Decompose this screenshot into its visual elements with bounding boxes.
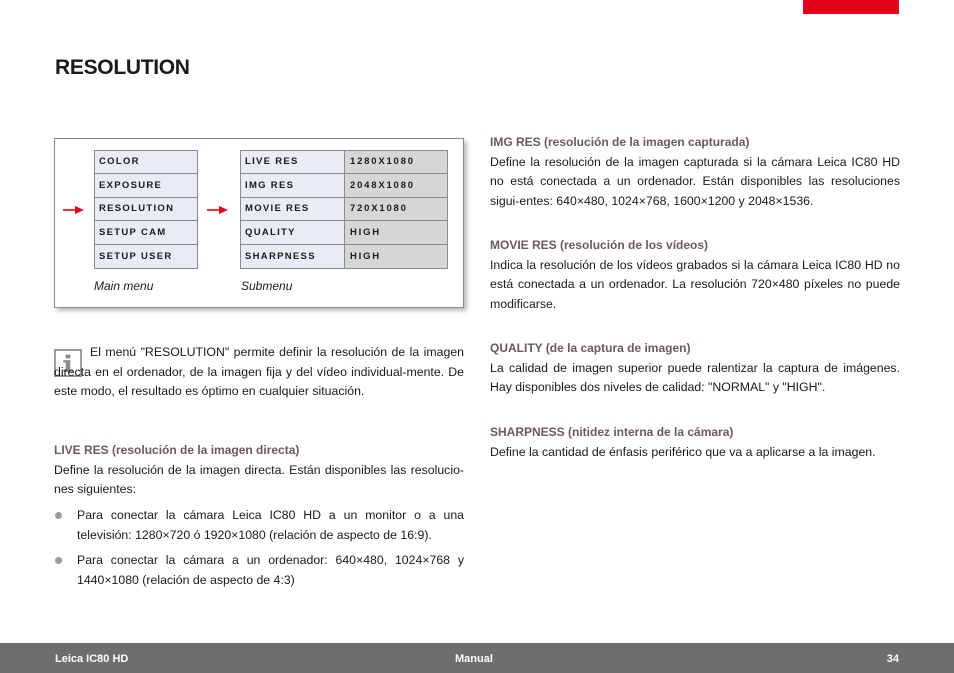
quality-body: La calidad de imagen superior puede ralentizar la captura de imágenes. Hay disponibles dos niveles de calidad: "NORMAL" y "HIGH". [490, 360, 900, 394]
main-menu-item: RESOLUTION [94, 198, 198, 222]
submenu-row [240, 174, 448, 198]
list-item [54, 506, 464, 545]
submenu-caption: Submenu [241, 279, 293, 293]
main-menu-item: SETUP USER [94, 245, 198, 269]
img-res-section [490, 133, 900, 211]
live-res-heading: LIVE RES (resolución de la imagen directa) [54, 443, 300, 457]
arrow-right-icon [63, 205, 85, 215]
img-res-heading: IMG RES (resolución de la imagen capturada) [490, 135, 750, 149]
submenu-item-value: 720X1080 [345, 198, 447, 221]
submenu-row [240, 221, 448, 245]
sharpness-section [490, 423, 900, 462]
main-menu-item: SETUP CAM [94, 221, 198, 245]
submenu-item-name: IMG RES [241, 174, 345, 197]
list-item-text: Para conectar la cámara Leica IC80 HD a un monitor o a una televisión: 1280×720 ó 1920×1080 (relación de aspecto de 16:9). [77, 508, 464, 542]
footer-page-number: 34 [886, 653, 899, 665]
list-item [54, 551, 464, 590]
sharpness-heading: SHARPNESS (nitidez interna de la cámara) [490, 425, 734, 439]
footer-doc-title: Manual [455, 653, 493, 665]
submenu-item-value: 2048X1080 [345, 174, 447, 197]
main-menu [94, 150, 198, 269]
quality-section [490, 339, 900, 398]
page-title: RESOLUTION [55, 56, 190, 79]
movie-res-section [490, 236, 900, 314]
arrow-right-icon [207, 205, 229, 215]
submenu-item-name: MOVIE RES [241, 198, 345, 221]
live-res-body: Define la resolución de la imagen directa. Están disponibles las resolucio-nes siguientes: [54, 462, 464, 496]
sharpness-body: Define la cantidad de énfasis periférico que va a aplicarse a la imagen. [490, 444, 876, 459]
main-menu-item: COLOR [94, 150, 198, 174]
info-note-text: El menú "RESOLUTION" permite definir la resolución de la imagen directa en el ordenador, de la imagen fija y del vídeo individual-mente. De este modo, el resultado es óptimo en cualquier situación. [54, 345, 464, 398]
submenu-item-value: HIGH [345, 245, 447, 268]
red-header-tab [803, 0, 899, 14]
submenu-item-name: SHARPNESS [241, 245, 345, 268]
movie-res-heading: MOVIE RES (resolución de los vídeos) [490, 238, 709, 252]
menu-diagram [54, 138, 464, 308]
submenu-item-name: QUALITY [241, 221, 345, 244]
img-res-body: Define la resolución de la imagen capturada si la cámara Leica IC80 HD no está conectada a un ordenador. Están disponibles las resoluciones sigui-entes: 640×480, 1024×768, 1600×1200 y 2048×1536. [490, 154, 900, 208]
page-footer [0, 643, 954, 673]
submenu-item-name: LIVE RES [241, 151, 345, 173]
info-note [54, 343, 464, 402]
live-res-section [54, 441, 464, 500]
quality-heading: QUALITY (de la captura de imagen) [490, 341, 691, 355]
bullet-dot-icon [55, 512, 62, 519]
submenu-item-value: HIGH [345, 221, 447, 244]
submenu-item-value: 1280X1080 [345, 151, 447, 173]
submenu-row [240, 150, 448, 174]
main-menu-item: EXPOSURE [94, 174, 198, 198]
bullet-dot-icon [55, 557, 62, 564]
main-menu-caption: Main menu [94, 279, 154, 293]
submenu-row [240, 245, 448, 269]
movie-res-body: Indica la resolución de los vídeos grabados si la cámara Leica IC80 HD no está conectada a un ordenador. La resolución 720×480 píxeles no puede modificarse. [490, 257, 900, 311]
submenu-row [240, 198, 448, 222]
submenu [240, 150, 448, 269]
list-item-text: Para conectar la cámara a un ordenador: 640×480, 1024×768 y 1440×1080 (relación de aspecto de 4:3) [77, 553, 464, 587]
footer-product: Leica IC80 HD [55, 653, 129, 665]
